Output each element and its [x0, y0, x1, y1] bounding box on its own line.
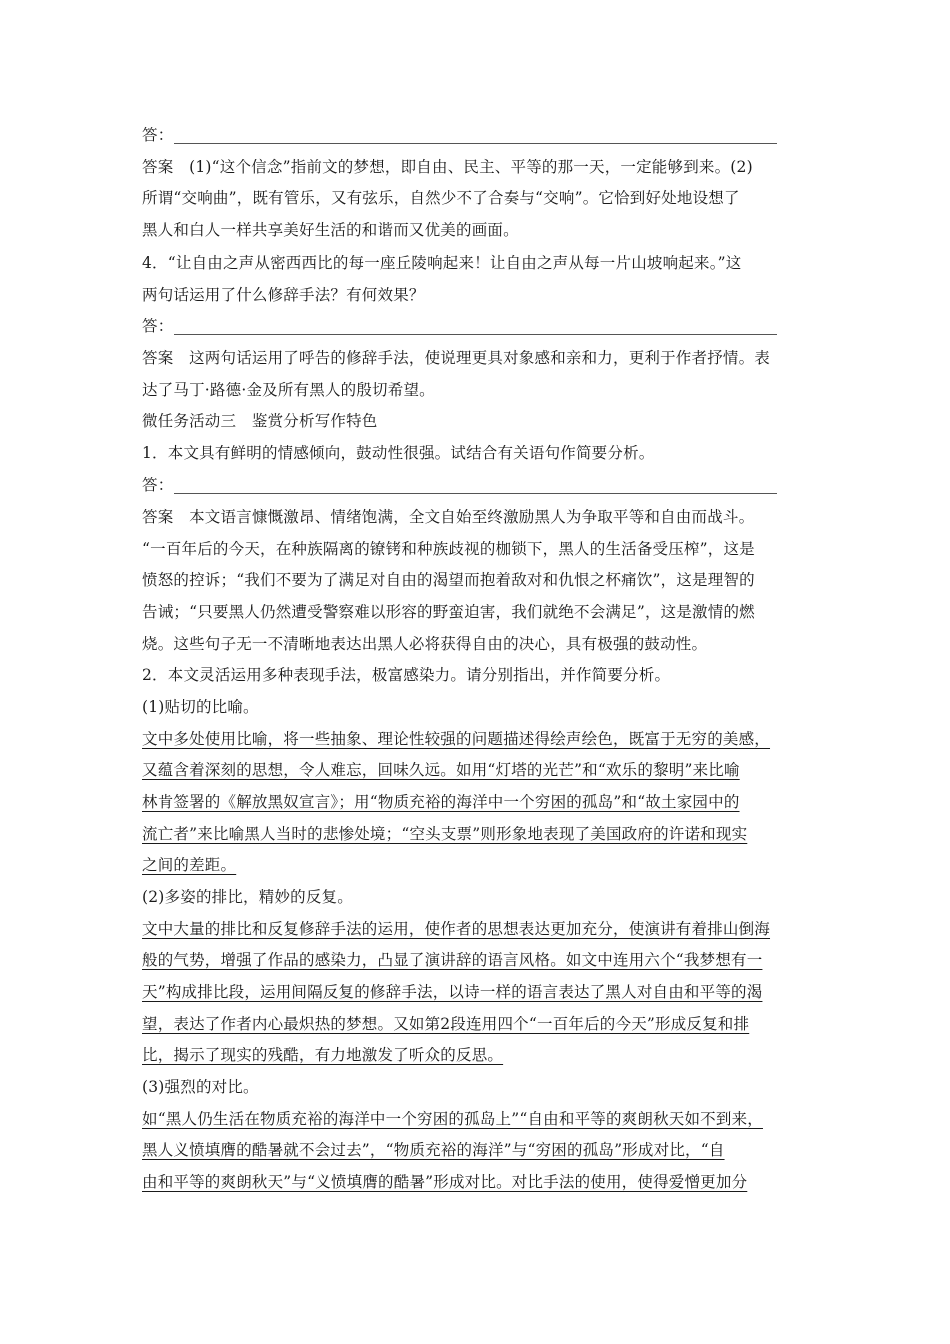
answer-text-underlined: 流亡者”来比喻黑人当时的悲惨处境；“空头支票”则形象地表现了美国政府的许诺和现实	[142, 825, 748, 843]
answer-text-underlined: 天”构成排比段，运用间隔反复的修辞手法，以诗一样的语言表达了黑人对自由和平等的渴	[142, 983, 763, 1001]
answer-blank-line[interactable]	[174, 493, 777, 494]
answer-text: “一百年后的今天，在种族隔离的镣铐和种族歧视的枷锁下，黑人的生活备受压榨”，这是	[142, 540, 755, 558]
answer-text: 所谓“交响曲”，既有管乐，又有弦乐，自然少不了合奏与“交响”。它恰到好处地设想了	[142, 189, 740, 207]
answer-blank-line[interactable]	[174, 334, 777, 335]
subheading-parallelism: (2)多姿的排比，精妙的反复。	[142, 888, 353, 906]
question-4: 4．“让自由之声从密西西比的每一座丘陵响起来！让自由之声从每一片山坡响起来。”这	[142, 254, 742, 272]
answer-text: 告诫；“只要黑人仍然遭受警察难以形容的野蛮迫害，我们就绝不会满足”，这是激情的燃	[142, 603, 755, 621]
answer-text: 愤怒的控诉；“我们不要为了满足对自由的渴望而抱着敌对和仇恨之杯痛饮”，这是理智的	[142, 571, 755, 589]
answer-text-underlined: 比，揭示了现实的残酷，有力地激发了听众的反思。	[142, 1046, 504, 1064]
answer-text-underlined: 般的气势，增强了作品的感染力，凸显了演讲辞的语言风格。如文中连用六个“我梦想有一	[142, 951, 763, 969]
answer-text-underlined: 又蕴含着深刻的思想，令人难忘，回味久远。如用“灯塔的光芒”和“欢乐的黎明”来比喻	[142, 761, 740, 779]
section-heading: 微任务活动三 鉴赏分析写作特色	[142, 412, 378, 430]
answer-text-underlined: 林肯签署的《解放黑奴宣言》；用“物质充裕的海洋中一个穷困的孤岛”和“故土家园中的	[142, 793, 740, 811]
answer-text: 答案 这两句话运用了呼告的修辞手法，使说理更具对象感和亲和力，更利于作者抒情。表	[142, 349, 771, 367]
answer-text-underlined: 由和平等的爽朗秋天”与“义愤填膺的酷暑”形成对比。对比手法的使用，使得爱憎更加分	[142, 1173, 748, 1191]
answer-text-underlined: 之间的差距。	[142, 856, 237, 874]
question-4: 两句话运用了什么修辞手法？有何效果？	[142, 286, 425, 304]
answer-text: 达了马丁·路德·金及所有黑人的殷切希望。	[142, 381, 435, 399]
answer-text-underlined: 如“黑人仍生活在物质充裕的海洋中一个穷困的孤岛上”“自由和平等的爽朗秋天如不到来，	[142, 1110, 763, 1128]
subheading-metaphor: (1)贴切的比喻。	[142, 698, 259, 716]
answer-text: 答案 本文语言慷慨激昂、情绪饱满，全文自始至终激励黑人为争取平等和自由而战斗。	[142, 508, 755, 526]
answer-text-underlined: 文中多处使用比喻，将一些抽象、理论性较强的问题描述得绘声绘色，既富于无穷的美感，	[142, 730, 771, 748]
answer-text: 烧。这些句子无一不清晰地表达出黑人必将获得自由的决心，具有极强的鼓动性。	[142, 635, 708, 653]
answer-blank-line[interactable]	[174, 143, 777, 144]
subheading-contrast: (3)强烈的对比。	[142, 1078, 259, 1096]
answer-text-underlined: 黑人义愤填膺的酷暑就不会过去”，“物质充裕的海洋”与“穷困的孤岛”形成对比，“自	[142, 1141, 725, 1159]
answer-text: 黑人和白人一样共享美好生活的和谐而又优美的画面。	[142, 221, 519, 239]
question-1: 1．本文具有鲜明的情感倾向，鼓动性很强。试结合有关语句作简要分析。	[142, 444, 655, 462]
answer-text: 答案 (1)“这个信念”指前文的梦想，即自由、民主、平等的那一天，一定能够到来。(2)	[142, 158, 753, 176]
answer-prompt: 答：	[142, 317, 174, 335]
answer-prompt: 答：	[142, 476, 174, 494]
answer-text-underlined: 望，表达了作者内心最炽热的梦想。又如第2段连用四个“一百年后的今天”形成反复和排	[142, 1015, 750, 1033]
answer-text-underlined: 文中大量的排比和反复修辞手法的运用，使作者的思想表达更加充分，使演讲有着排山倒海	[142, 920, 771, 938]
answer-prompt: 答：	[142, 126, 174, 144]
question-2: 2．本文灵活运用多种表现手法，极富感染力。请分别指出，并作简要分析。	[142, 666, 671, 684]
